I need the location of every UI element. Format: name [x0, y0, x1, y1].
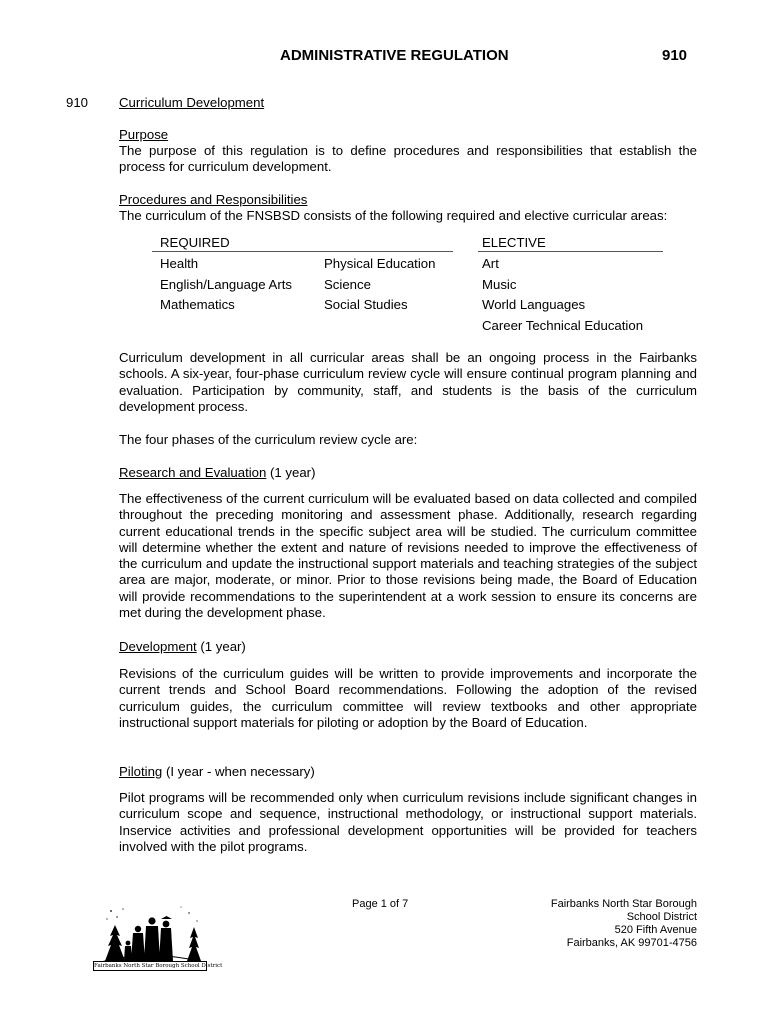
list-item: Physical Education	[324, 256, 436, 271]
list-item: Career Technical Education	[482, 317, 644, 333]
body-paragraph-2: The four phases of the curriculum review cycle are:	[119, 432, 418, 447]
regulation-header-number: 910	[662, 47, 688, 64]
list-item: English/Language Arts	[160, 276, 292, 292]
page-number: Page 1 of 7	[352, 898, 409, 910]
address-line: Fairbanks North Star Borough	[550, 898, 697, 910]
phase-heading	[119, 764, 315, 780]
address-line: Fairbanks, AK 99701-4756	[566, 937, 697, 949]
address-line: 520 Fifth Avenue	[614, 924, 697, 936]
procedures-heading: Procedures and Responsibilities	[119, 192, 308, 207]
regulation-header-title: ADMINISTRATIVE REGULATION	[280, 47, 509, 64]
phase-title: Development	[119, 639, 197, 654]
purpose-heading: Purpose	[119, 127, 169, 142]
phase-duration: (1 year)	[200, 639, 246, 654]
list-item: Art	[482, 256, 499, 271]
elective-column	[482, 254, 643, 336]
required-rule	[152, 251, 453, 252]
phase-text: The effectiveness of the current curriculum will be evaluated based on data collected and compiled throughout the preceding monitoring and assessment phase. Additionally, research regarding current educational trends in the specific subject area will be studied. The curriculum committee will determine whether the extent and nature of revisions needed to improve the effectiveness of the curriculum and update the instructional support materials and teaching strategies of the subject area are major, moderate, or minor. Prior to those revisions being made, the Board of Education will provide recommendations to the superintendent at a work session to ensure its concerns are met during the development phase.	[119, 491, 697, 621]
phase-duration: (1 year)	[270, 465, 316, 480]
list-item: Music	[482, 276, 517, 292]
phase-title: Piloting	[119, 764, 163, 779]
phase-title: Research and Evaluation	[119, 465, 267, 480]
phase-heading	[119, 465, 315, 481]
required-label: REQUIRED	[160, 235, 230, 250]
list-item: Science	[324, 276, 371, 292]
phase-heading	[119, 639, 246, 655]
list-item: World Languages	[482, 297, 586, 312]
purpose-text: The purpose of this regulation is to define procedures and responsibilities that establish the process for curriculum development.	[119, 143, 697, 175]
body-paragraph-1: Curriculum development in all curricular areas shall be an ongoing process in the Fairbanks schools. A six-year, four-phase curriculum review cycle will ensure continual program planning and evaluation. Participation by community, staff, and students is the basis of the curriculum development process.	[119, 350, 697, 414]
phase-text: Pilot programs will be recommended only when curriculum revisions include significant changes in curriculum scope and sequence, instructional methodology, or instructional support materials. Inservice activities and professional development opportunities will be provided for teachers involved with the pilot programs.	[119, 790, 697, 854]
required-column-1	[160, 254, 292, 316]
required-column-2	[324, 254, 435, 316]
phase-text: Revisions of the curriculum guides will be written to provide improvements and incorporate the current trends and School Board recommendations. Following the adoption of the revised curriculum guides, the curriculum committee will review textbooks and other appropriate instructional support materials for piloting or adoption by the Board of Education.	[119, 666, 697, 730]
section-number: 910	[66, 95, 89, 110]
elective-rule	[478, 251, 663, 252]
list-item: Mathematics	[160, 297, 235, 312]
logo-caption: Fairbanks North Star Borough School District	[94, 963, 223, 969]
list-item: Health	[160, 256, 199, 271]
list-item: Social Studies	[324, 297, 408, 312]
phase-duration: (I year - when necessary)	[165, 764, 315, 779]
procedures-text: The curriculum of the FNSBSD consists of the following required and elective curricular areas:	[119, 208, 668, 223]
section-title: Curriculum Development	[119, 95, 265, 110]
district-address	[497, 898, 697, 950]
address-line: School District	[626, 911, 697, 923]
elective-label: ELECTIVE	[482, 235, 546, 250]
